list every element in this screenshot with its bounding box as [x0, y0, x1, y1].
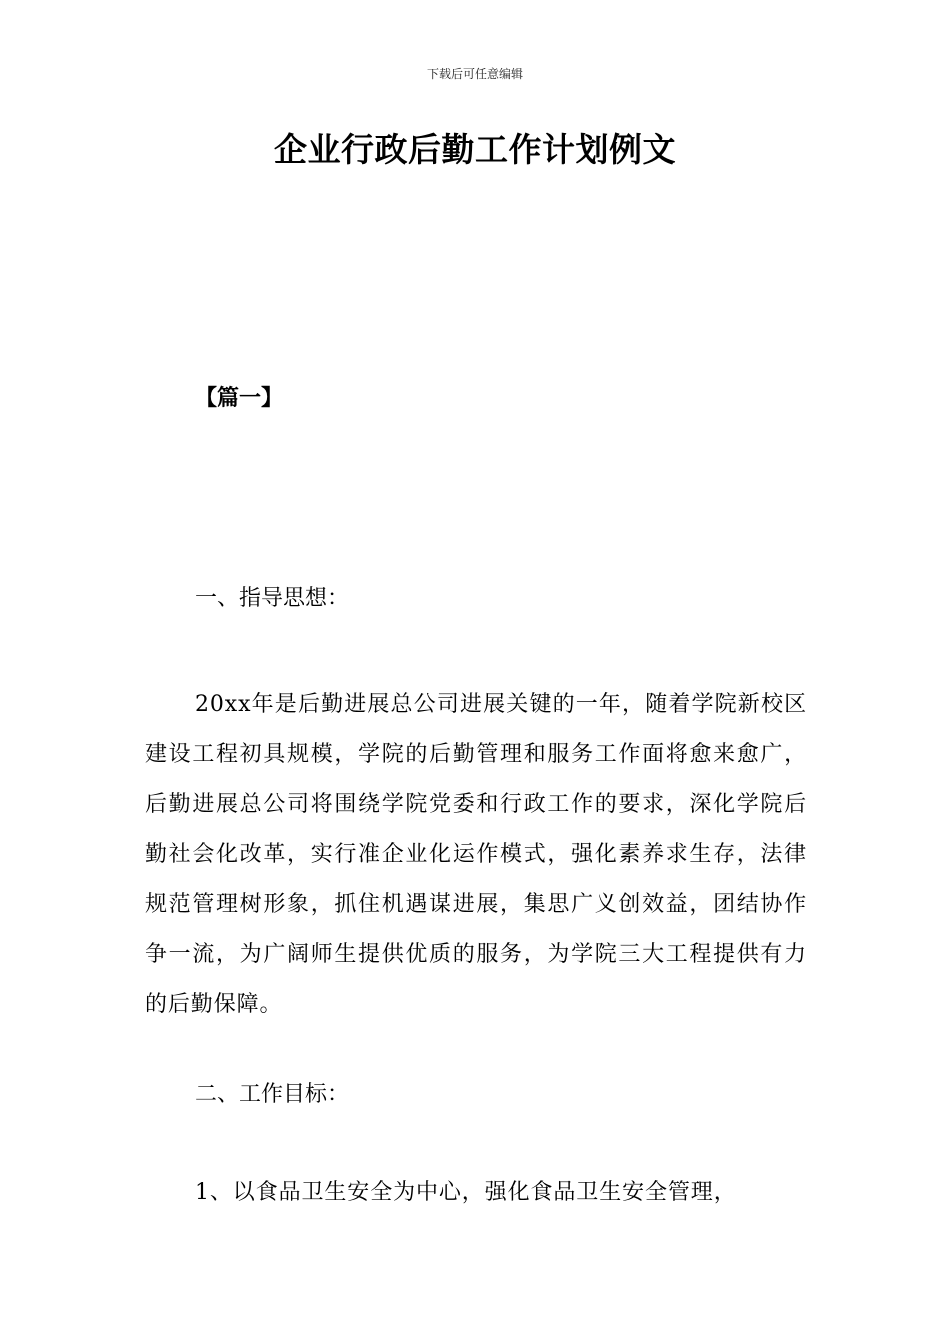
- heading-work-goals: 二、工作目标：: [195, 1082, 350, 1107]
- body-paragraph: 20xx年是后勤进展总公司进展关键的一年，随着学院新校区建设工程初具规模，学院的后勤管理和服务工作面将愈来愈广，后勤进展总公司将围绕学院党委和行政工作的要求，深化学院后勤社会化改革，实行准企业化运作模式，强化素养求生存，法律规范管理树形象，抓住机遇谋进展，集思广义创效益，团结协作争一流，为广阔师生提供优质的服务，为学院三大工程提供有力的后勤保障。: [145, 692, 807, 1017]
- section-label: 【篇一】: [195, 386, 284, 411]
- list-item: 1、以食品卫生安全为中心，强化食品卫生安全管理，: [195, 1180, 737, 1205]
- heading-guiding-thought: 一、指导思想：: [195, 586, 350, 611]
- header-note: 下载后可任意编辑: [426, 67, 523, 81]
- document-title: 企业行政后勤工作计划例文: [274, 130, 676, 169]
